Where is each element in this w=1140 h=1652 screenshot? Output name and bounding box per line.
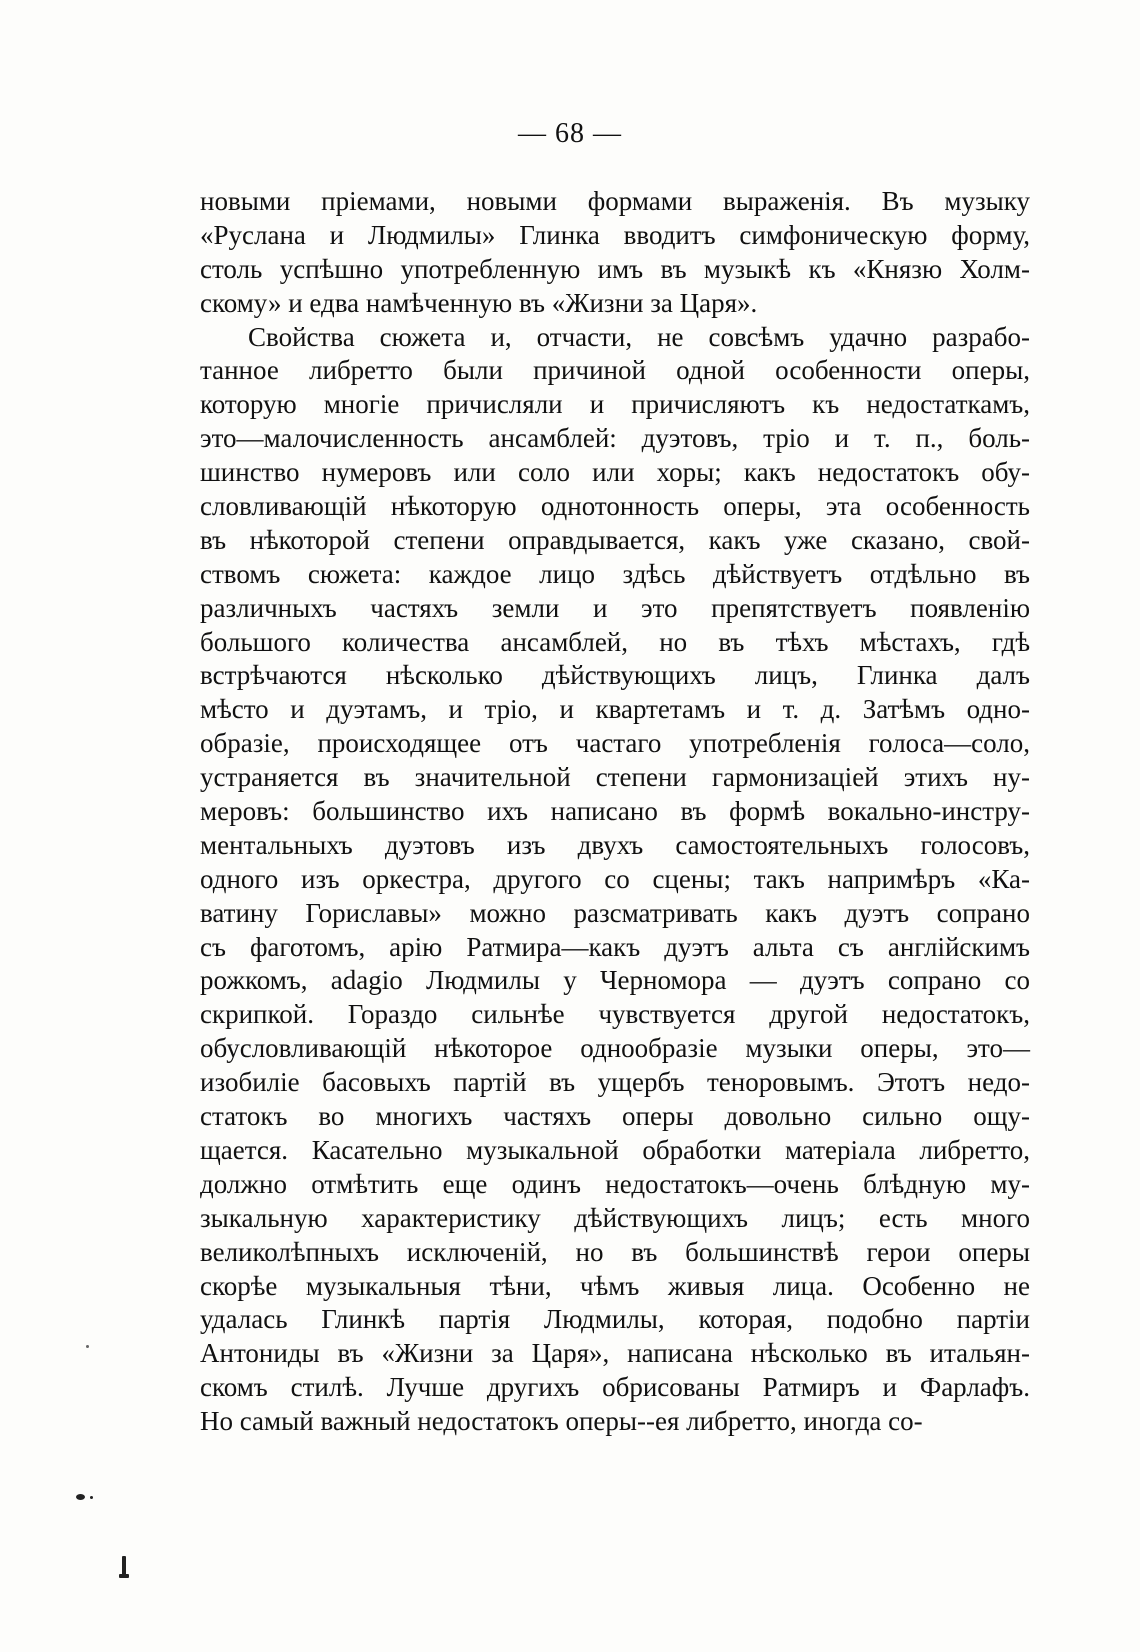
text-line-35: Антониды въ «Жизни за Царя», написана нѣсколько въ итальян- bbox=[200, 1338, 1030, 1369]
text-line-7: которую многіе причисляли и причисляютъ къ недостаткамъ, bbox=[200, 389, 1030, 420]
text-line-31: зыкальную характеристику дѣйствующихъ лицъ; есть много bbox=[200, 1202, 1030, 1233]
text-line-32: великолѣпныхъ исключеній, но въ большинствѣ герои оперы bbox=[200, 1236, 1030, 1267]
text-line-11: въ нѣкоторой степени оправдывается, какъ уже сказано, свой- bbox=[200, 524, 1030, 555]
body-text bbox=[200, 185, 1030, 1439]
text-line-22: ватину Гориславы» можно разсматривать какъ дуэтъ сопрано bbox=[200, 897, 1030, 928]
text-line-1: новыми пріемами, новыми формами выраженія. Въ музыку bbox=[200, 186, 1030, 216]
scan-speck bbox=[119, 1574, 129, 1578]
text-line-12: ствомъ сюжета: каждое лицо здѣсь дѣйствуетъ отдѣльно въ bbox=[200, 558, 1030, 589]
text-line-9: шинство нумеровъ или соло или хоры; какъ недостатокъ обу- bbox=[200, 457, 1030, 488]
text-line-20: ментальныхъ дуэтовъ изъ двухъ самостоятельныхъ голосовъ, bbox=[200, 829, 1030, 860]
text-line-13: различныхъ частяхъ земли и это препятствуетъ появленію bbox=[200, 592, 1030, 623]
text-line-34: удалась Глинкѣ партія Людмилы, которая, подобно партіи bbox=[200, 1304, 1030, 1335]
text-line-14: большого количества ансамблей, но въ тѣхъ мѣстахъ, гдѣ bbox=[200, 626, 1030, 657]
page-number: — 68 — bbox=[518, 118, 622, 149]
text-line-15: встрѣчаются нѣсколько дѣйствующихъ лицъ, Глинка далъ bbox=[200, 660, 1030, 691]
text-line-36: скомъ стилѣ. Лучше другихъ обрисованы Ратмиръ и Фарлафъ. bbox=[200, 1372, 1030, 1403]
text-line-25: скрипкой. Гораздо сильнѣе чувствуется другой недостатокъ, bbox=[200, 999, 1030, 1030]
text-line-37: Но самый важный недостатокъ оперы--ея либретто, иногда со- bbox=[200, 1406, 923, 1437]
scan-speck bbox=[90, 1496, 93, 1499]
text-line-8: это—малочисленность ансамблей: дуэтовъ, тріо и т. п., боль- bbox=[200, 423, 1030, 454]
text-line-24: рожкомъ, adagio Людмилы у Черномора — дуэтъ сопрано со bbox=[200, 965, 1030, 996]
text-line-3: столь успѣшно употребленную имъ въ музыкѣ къ «Князю Холм- bbox=[200, 253, 1030, 284]
text-line-18: устраняется въ значительной степени гармонизаціей этихъ ну- bbox=[200, 762, 1030, 793]
text-line-16: мѣсто и дуэтамъ, и тріо, и квартетамъ и т. д. Затѣмъ одно- bbox=[200, 694, 1030, 725]
text-line-19: меровъ: большинство ихъ написано въ формѣ вокально-инстру- bbox=[200, 796, 1030, 827]
text-line-6: танное либретто были причиной одной особенности оперы, bbox=[200, 355, 1030, 386]
text-line-2: «Руслана и Людмилы» Глинка вводитъ симфоническую форму, bbox=[200, 219, 1030, 250]
text-line-27: изобиліе басовыхъ партій въ ущербъ теноровымъ. Этотъ недо- bbox=[200, 1067, 1030, 1098]
scan-speck bbox=[86, 1345, 89, 1348]
text-line-5: Свойства сюжета и, отчасти, не совсѣмъ удачно разрабо- bbox=[248, 321, 1030, 352]
text-line-26: обусловливающій нѣкоторое однообразіе музыки оперы, это— bbox=[200, 1033, 1030, 1064]
text-line-29: щается. Касательно музыкальной обработки матеріала либретто, bbox=[200, 1134, 1030, 1165]
scan-speck bbox=[76, 1494, 85, 1500]
text-line-4: скому» и едва намѣченную въ «Жизни за Царя». bbox=[200, 287, 758, 318]
text-line-10: словливающій нѣкоторую однотонность оперы, эта особенность bbox=[200, 491, 1030, 522]
text-line-33: скорѣе музыкальныя тѣни, чѣмъ живыя лица. Особенно не bbox=[200, 1270, 1030, 1301]
text-line-28: статокъ во многихъ частяхъ оперы довольно сильно ощу- bbox=[200, 1101, 1030, 1132]
text-line-30: должно отмѣтить еще одинъ недостатокъ—очень блѣдную му- bbox=[200, 1168, 1030, 1199]
text-line-23: съ фаготомъ, арію Ратмира—какъ дуэтъ альта съ англійскимъ bbox=[200, 931, 1030, 962]
text-line-17: образіе, происходящее отъ частаго употребленія голоса—соло, bbox=[200, 728, 1030, 759]
text-line-21: одного изъ оркестра, другого со сцены; такъ напримѣръ «Ка- bbox=[200, 863, 1030, 894]
